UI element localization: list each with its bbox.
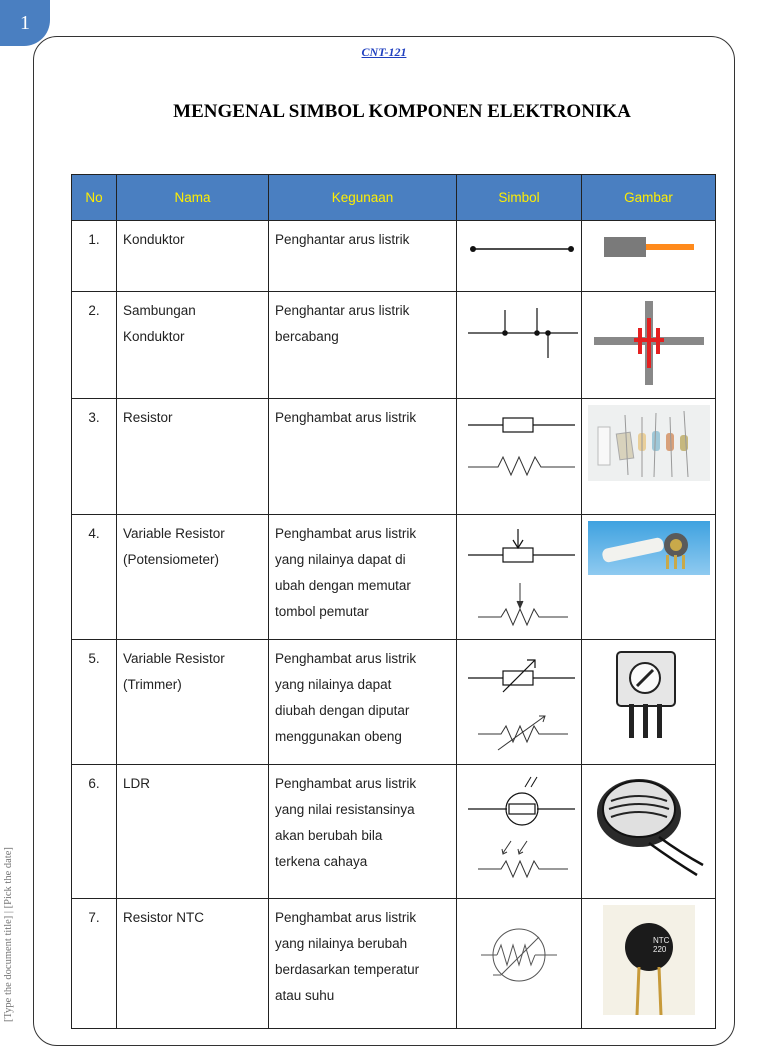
usage-line: Penghantar arus listrik: [275, 232, 410, 247]
header-no: No: [72, 175, 117, 221]
usage-line: Penghambat arus listrik: [275, 910, 417, 925]
usage-line: Penghambat arus listrik: [275, 526, 417, 541]
table-row: [72, 515, 716, 640]
page-title: MENGENAL SIMBOL KOMPONEN ELEKTRONIKA: [173, 101, 631, 122]
trimmer-image: [582, 640, 716, 765]
component-name: [117, 640, 269, 765]
component-table: [71, 174, 716, 1029]
resistor-image: [582, 399, 716, 515]
junction-image: [582, 292, 716, 399]
row-number: 3.: [72, 399, 117, 515]
component-usage: [269, 640, 457, 765]
table-row: [72, 765, 716, 899]
table-row: [72, 221, 716, 292]
usage-line: atau suhu: [275, 988, 335, 1003]
name-line: Konduktor: [123, 232, 185, 247]
component-usage: [269, 221, 457, 292]
ldr-image: [582, 765, 716, 899]
usage-line: Penghambat arus listrik: [275, 776, 417, 791]
name-line: Variable Resistor: [123, 651, 225, 666]
name-line: Sambungan: [123, 303, 196, 318]
header-nama: Nama: [117, 175, 269, 221]
row-number: 4.: [72, 515, 117, 640]
table-row: [72, 399, 716, 515]
name-line: Resistor: [123, 410, 173, 425]
component-usage: [269, 765, 457, 899]
name-line: (Trimmer): [123, 677, 182, 692]
conductor-image: [582, 221, 716, 292]
usage-line: ubah dengan memutar: [275, 578, 411, 593]
usage-line: akan berubah bila: [275, 828, 383, 843]
potentiometer-symbol: [457, 515, 582, 640]
usage-line: yang nilainya dapat di: [275, 552, 406, 567]
page-number-badge: [0, 0, 50, 46]
header-kegunaan: Kegunaan: [269, 175, 457, 221]
component-name: [117, 221, 269, 292]
conductor-symbol: [457, 221, 582, 292]
table-row: [72, 292, 716, 399]
name-line: (Potensiometer): [123, 552, 220, 567]
usage-line: Penghambat arus listrik: [275, 410, 417, 425]
component-name: [117, 515, 269, 640]
row-number: 6.: [72, 765, 117, 899]
usage-line: Penghambat arus listrik: [275, 651, 417, 666]
component-usage: [269, 899, 457, 1029]
usage-line: menggunakan obeng: [275, 729, 402, 744]
usage-line: berdasarkan temperatur: [275, 962, 420, 977]
ntc-label-1: NTC: [652, 936, 669, 945]
page-number: 1: [20, 11, 30, 34]
potentiometer-image: [582, 515, 716, 640]
component-name: [117, 765, 269, 899]
junction-symbol: [457, 292, 582, 399]
component-usage: [269, 292, 457, 399]
row-number: 5.: [72, 640, 117, 765]
ntc-symbol: [457, 899, 582, 1029]
resistor-symbol: [457, 399, 582, 515]
row-number: 1.: [72, 221, 117, 292]
trimmer-symbol: [457, 640, 582, 765]
component-usage: [269, 399, 457, 515]
usage-line: bercabang: [275, 329, 339, 344]
name-line: Variable Resistor: [123, 526, 225, 541]
ntc-image: [582, 899, 716, 1029]
usage-line: yang nilai resistansinya: [275, 802, 415, 817]
ntc-label-2: 220: [652, 945, 666, 954]
name-line: Konduktor: [123, 329, 185, 344]
usage-line: tombol pemutar: [275, 604, 369, 619]
usage-line: yang nilainya berubah: [275, 936, 408, 951]
usage-line: yang nilainya dapat: [275, 677, 392, 692]
name-line: LDR: [123, 776, 151, 791]
row-number: 2.: [72, 292, 117, 399]
usage-line: diubah dengan diputar: [275, 703, 410, 718]
ldr-symbol: [457, 765, 582, 899]
usage-line: terkena cahaya: [275, 854, 368, 869]
table-row: [72, 899, 716, 1029]
component-usage: [269, 515, 457, 640]
header-gambar: Gambar: [582, 175, 716, 221]
name-line: Resistor NTC: [123, 910, 205, 925]
header-simbol: Simbol: [457, 175, 582, 221]
component-name: [117, 899, 269, 1029]
table-header-row: [72, 175, 716, 221]
row-number: 7.: [72, 899, 117, 1029]
component-name: [117, 292, 269, 399]
table-row: [72, 640, 716, 765]
usage-line: Penghantar arus listrik: [275, 303, 410, 318]
component-name: [117, 399, 269, 515]
side-document-info: [Type the document title] | [Pick the date]: [3, 847, 14, 1022]
document-code: CNT-121: [361, 45, 407, 59]
